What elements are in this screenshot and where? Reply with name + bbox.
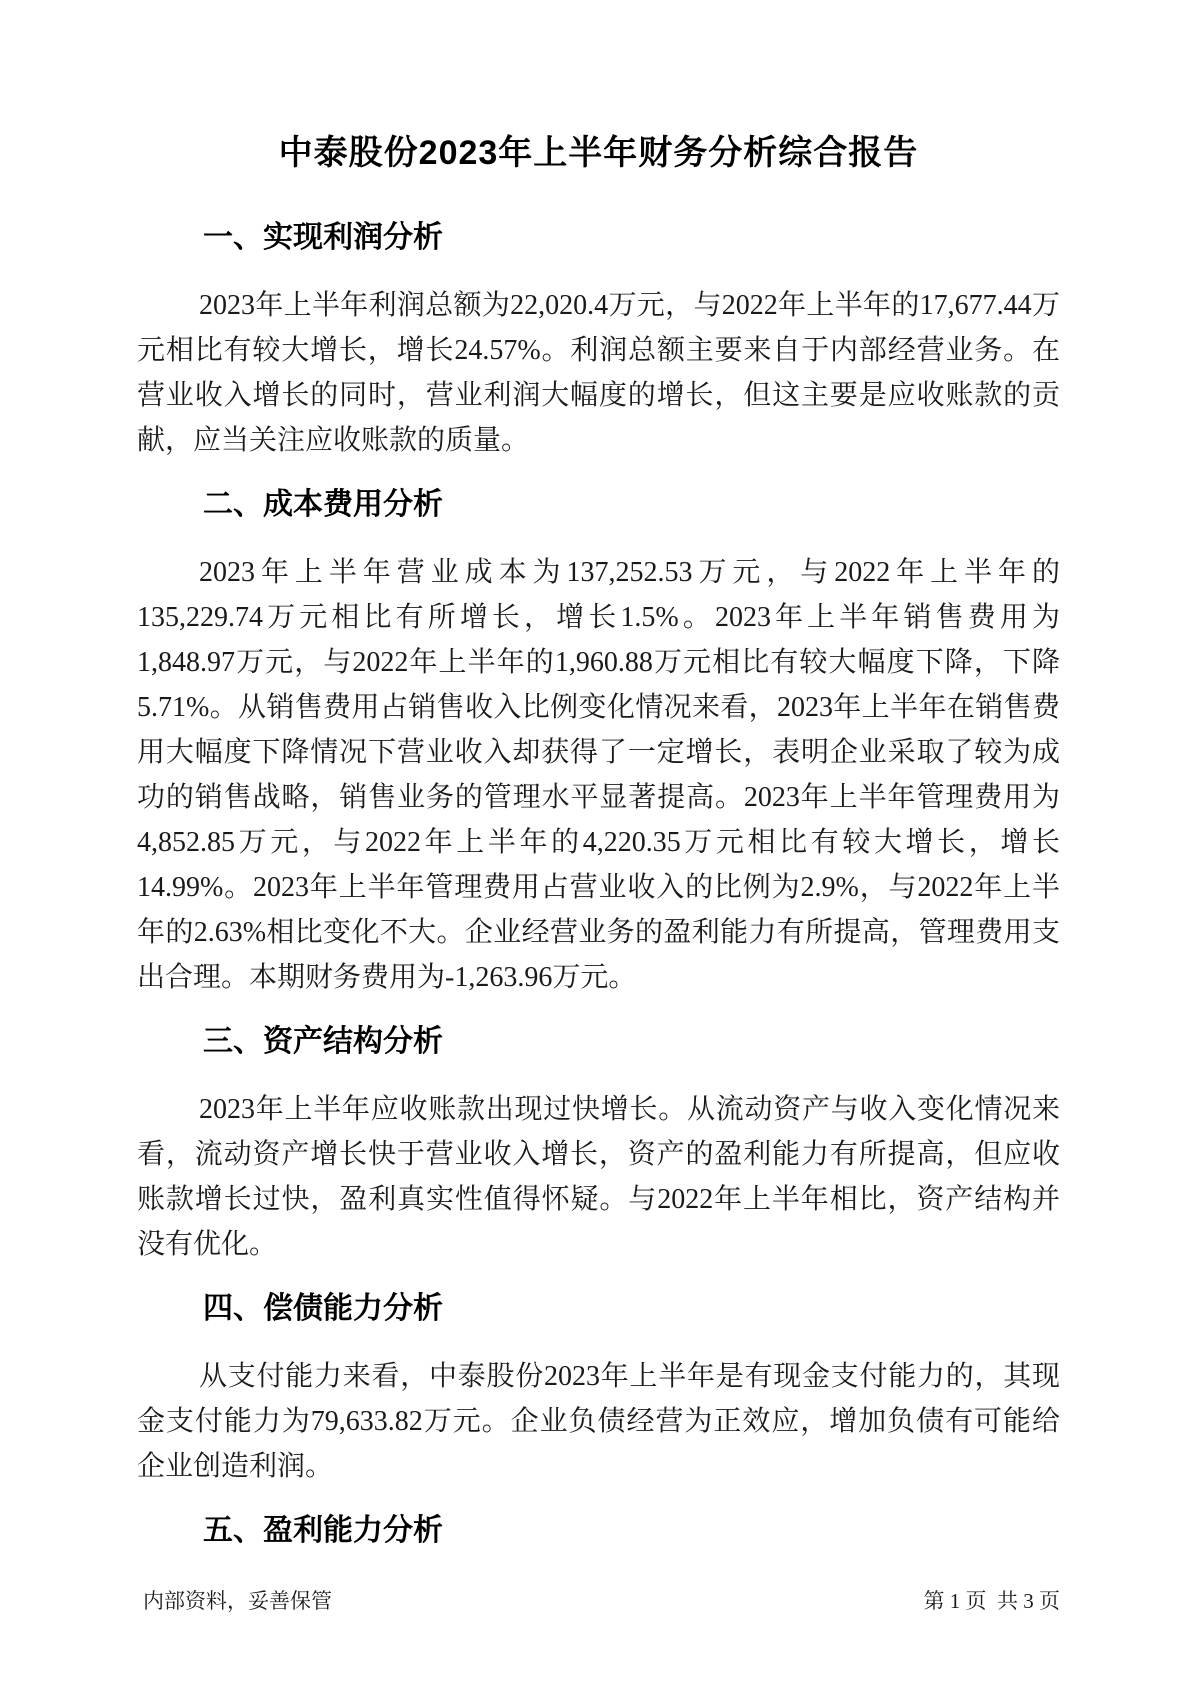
section-body-profit-analysis: 2023年上半年利润总额为22,020.4万元，与2022年上半年的17,677.44万元相比有较大增长，增长24.57%。利润总额主要来自于内部经营业务。在营业收入增长的同时，营业利润大幅度的增长，但这主要是应收账款的贡献，应当关注应收账款的质量。 (137, 290, 1060, 456)
section-heading-cost-expense-analysis: 二、成本费用分析 (203, 488, 443, 521)
section-body-solvency-analysis: 从支付能力来看，中泰股份2023年上半年是有现金支付能力的，其现金支付能力为79,633.82万元。企业负债经营为正效应，增加负债有可能给企业创造利润。 (137, 1361, 1060, 1482)
footer-page-number: 第 1 页 共 3 页 (923, 1589, 1060, 1613)
section-heading-solvency-analysis: 四、偿债能力分析 (203, 1292, 443, 1325)
report-content (137, 130, 1060, 1576)
section-solvency-analysis (137, 1289, 1060, 1489)
section-asset-structure-analysis (137, 1022, 1060, 1267)
section-body-asset-structure-analysis: 2023年上半年应收账款出现过快增长。从流动资产与收入变化情况来看，流动资产增长快于营业收入增长，资产的盈利能力有所提高，但应收账款增长过快，盈利真实性值得怀疑。与2022年上半年相比，资产结构并没有优化。 (137, 1094, 1060, 1260)
section-heading-profitability-analysis: 五、盈利能力分析 (203, 1514, 443, 1547)
section-heading-asset-structure-analysis: 三、资产结构分析 (203, 1025, 443, 1058)
section-heading-profit-analysis: 一、实现利润分析 (203, 221, 443, 254)
section-profitability-analysis (137, 1511, 1060, 1551)
page-footer (143, 1588, 1060, 1614)
section-cost-expense-analysis (137, 485, 1060, 1000)
report-title: 中泰股份2023年上半年财务分析综合报告 (278, 134, 919, 172)
section-body-cost-expense-analysis: 2023年上半年营业成本为137,252.53万元，与2022年上半年的135,229.74万元相比有所增长，增长1.5%。2023年上半年销售费用为1,848.97万元，与2022年上半年的1,960.88万元相比有较大幅度下降，下降5.71%。从销售费用占销售收入比例变化情况来看，2023年上半年在销售费用大幅度下降情况下营业收入却获得了一定增长，表明企业采取了较为成功的销售战略，销售业务的管理水平显著提高。2023年上半年管理费用为4,852.85万元，与2022年上半年的4,220.35万元相比有较大增长，增长14.99%。2023年上半年管理费用占营业收入的比例为2.9%，与2022年上半年的2.63%相比变化不大。企业经营业务的盈利能力有所提高，管理费用支出合理。本期财务费用为-1,263.96万元。 (137, 557, 1060, 993)
footer-confidential-note: 内部资料，妥善保管 (143, 1589, 332, 1613)
section-profit-analysis (137, 218, 1060, 463)
